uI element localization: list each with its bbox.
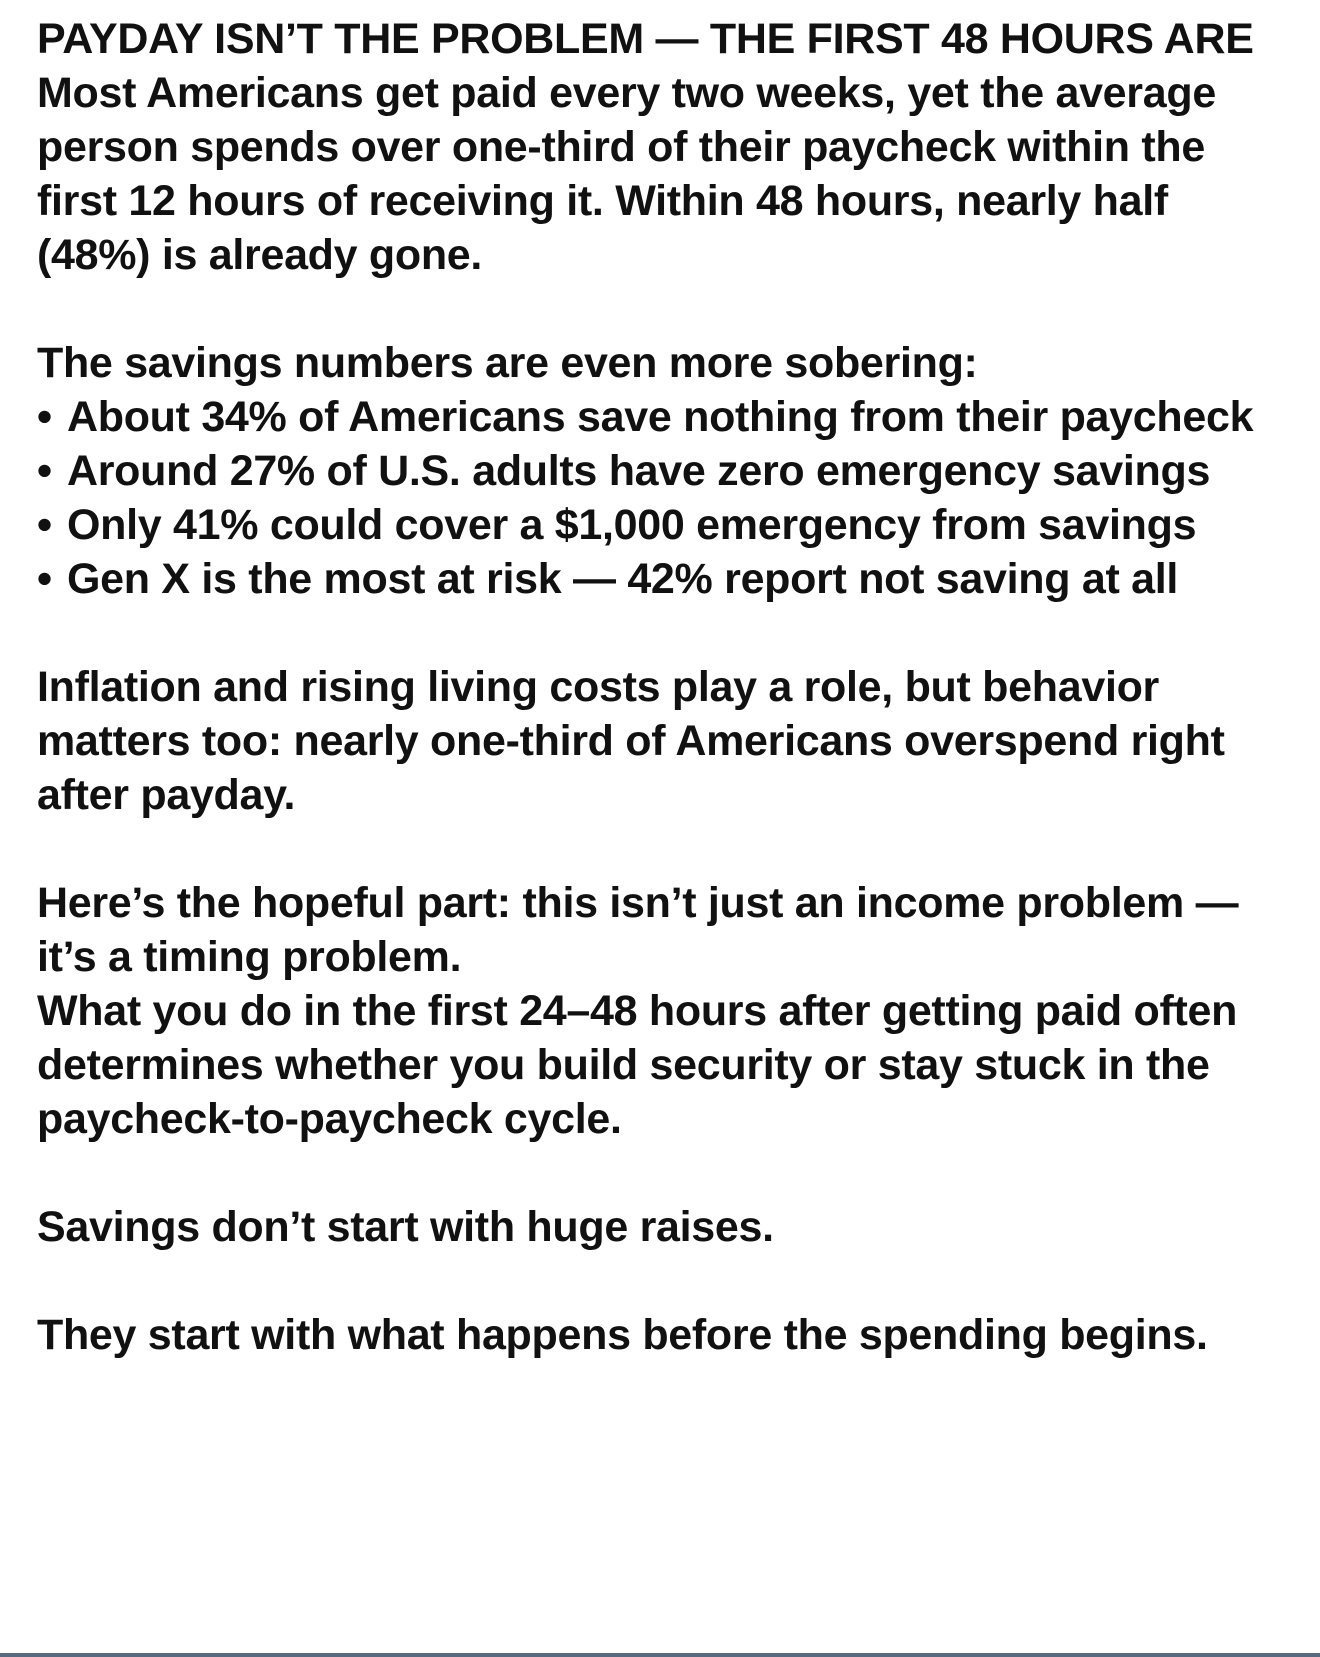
bullet-icon: • [37,447,52,495]
bullet-item [37,498,1287,552]
hopeful-paragraph: Here’s the hopeful part: this isn’t just an income problem — it’s a timing problem. [37,879,1239,981]
bullet-icon: • [37,501,52,549]
bullet-icon: • [37,393,52,441]
post-body [37,12,1287,1362]
timing-paragraph: What you do in the first 24–48 hours after getting paid often determines whether you build security or stay stuck in the paycheck-to-paycheck cycle. [37,987,1238,1143]
bullet-item [37,552,1287,606]
intro-paragraph: Most Americans get paid every two weeks, yet the average person spends over one-third of their paycheck within the first 12 hours of receiving it. Within 48 hours, nearly half (48%) is already gone. [37,69,1216,279]
savings-bullet-list [37,390,1287,606]
paragraph-gap [37,606,1287,660]
bottom-divider [0,1653,1320,1657]
bullet-text: Around 27% of U.S. adults have zero emergency savings [67,447,1211,495]
bullet-icon: • [37,555,52,603]
paragraph-gap [37,1254,1287,1308]
behavior-paragraph: Inflation and rising living costs play a role, but behavior matters too: nearly one-third of Americans overspend right after payday. [37,663,1225,819]
bullet-item [37,444,1287,498]
bullet-item [37,390,1287,444]
post-headline: PAYDAY ISN’T THE PROBLEM — THE FIRST 48 HOURS ARE [37,15,1254,63]
closing-paragraph: They start with what happens before the spending begins. [37,1311,1208,1359]
bullet-text: Gen X is the most at risk — 42% report not saving at all [67,555,1179,603]
savings-lead: The savings numbers are even more sobering: [37,339,978,387]
bullet-text: About 34% of Americans save nothing from their paycheck [67,393,1254,441]
paragraph-gap [37,822,1287,876]
paragraph-gap [37,282,1287,336]
bullet-text: Only 41% could cover a $1,000 emergency from savings [67,501,1197,549]
paragraph-gap [37,1146,1287,1200]
raises-paragraph: Savings don’t start with huge raises. [37,1203,774,1251]
